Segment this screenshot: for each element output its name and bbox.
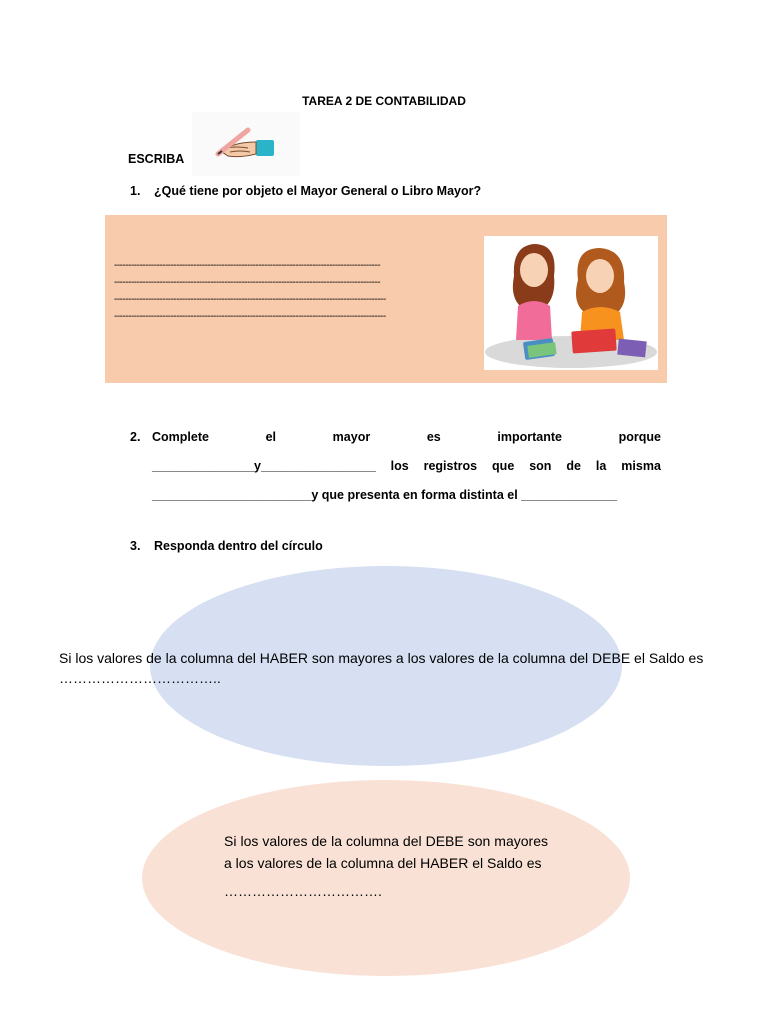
answer-line-3[interactable]: ------------------------------------------------------------------------------------------------ — [114, 294, 386, 305]
question-2-line-2 — [152, 459, 661, 473]
question-3-number: 3. — [130, 539, 141, 553]
q2-y: y — [253, 459, 261, 473]
question-3 — [130, 539, 323, 553]
question-3-text: Responda dentro del círculo — [154, 539, 323, 553]
question-2-line-1 — [130, 430, 661, 444]
circle-1-text — [59, 648, 739, 688]
q2-word: es — [426, 430, 441, 444]
question-1-number: 1. — [130, 184, 141, 198]
q2-line3-text: y que presenta en forma distinta el — [311, 488, 518, 502]
blank-2[interactable]: __________________ — [260, 459, 376, 473]
circle-2-fill[interactable]: ……………………………. — [224, 883, 382, 899]
question-2-line-3 — [152, 488, 661, 502]
answer-line-1[interactable]: ---------------------------------------------------------------------------------------------- — [114, 260, 381, 271]
blank-3[interactable]: _________________________ — [152, 488, 312, 502]
question-2-number: 2. — [130, 430, 141, 444]
blank-4[interactable]: _______________ — [521, 488, 617, 502]
q2-word: misma — [621, 459, 661, 473]
students-illustration — [484, 236, 658, 370]
q2-word: la — [595, 459, 607, 473]
circle-1-statement: Si los valores de la columna del HABER son mayores a los valores de la columna del DEBE el Saldo es — [59, 650, 704, 666]
q2-word: registros — [423, 459, 478, 473]
answer-line-2[interactable]: ---------------------------------------------------------------------------------------------- — [114, 277, 381, 288]
q2-word: el — [265, 430, 277, 444]
circle-1-fill[interactable]: …………………………….. — [59, 670, 221, 686]
q2-word: mayor — [332, 430, 371, 444]
q2-word: son — [529, 459, 552, 473]
q2-word: los — [390, 459, 409, 473]
q2-word: porque — [618, 430, 661, 444]
question-1-text: ¿Qué tiene por objeto el Mayor General o Libro Mayor? — [154, 184, 482, 198]
q2-word: de — [566, 459, 581, 473]
answer-line-4[interactable]: ------------------------------------------------------------------------------------------------ — [114, 311, 386, 322]
circle-2-statement: Si los valores de la columna del DEBE son mayores a los valores de la columna del HABER el Saldo es — [224, 833, 548, 871]
blank-1[interactable]: ________________ — [152, 459, 254, 473]
q2-word: importante — [497, 430, 562, 444]
q2-word: que — [492, 459, 515, 473]
escriba-label: ESCRIBA — [128, 152, 185, 166]
circle-2-text — [224, 830, 548, 902]
question-1 — [130, 184, 481, 198]
q2-word: Complete — [152, 430, 209, 444]
writing-hand-icon — [192, 112, 300, 176]
page-title: TAREA 2 DE CONTABILIDAD — [302, 94, 466, 108]
